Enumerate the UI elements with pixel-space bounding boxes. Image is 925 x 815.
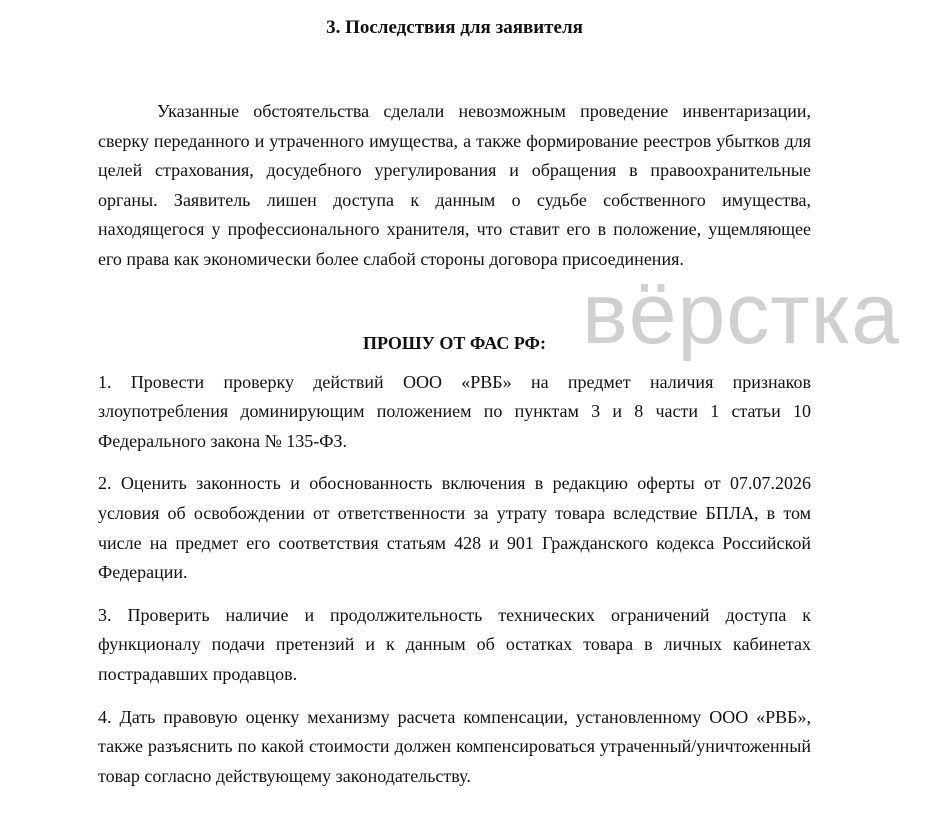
request-item-3: 3. Проверить наличие и продолжительность технических ограничений доступа к функционалу подачи претензий и к данным об остатках товара в личных кабинетах пострадавших продавцов. (98, 604, 811, 684)
section-title: 3. Последствия для заявителя (326, 17, 583, 38)
request-item-4: 4. Дать правовую оценку механизму расчета компенсации, установленному ООО «РВБ», также разъяснить по какой стоимости должен компенсироваться утраченный/уничтоженный товар согласно действующему законодательству. (98, 706, 811, 786)
intro-paragraph: Указанные обстоятельства сделали невозможным проведение инвентаризации, сверку переданного и утраченного имущества, а также формирование реестров убытков для целей страхования, досудебного урегулирования и обращения в правоохранительные органы. Заявитель лишен доступа к данным о судьбе собственного имущества, находящегося у профессионального хранителя, что ставит его в положение, ущемляющее его права как экономически более слабой стороны договора присоединения. (98, 101, 811, 269)
request-item-2: 2. Оценить законность и обоснованность включения в редакцию оферты от 07.07.2026 условия об освобождении от ответственности за утрату товара вследствие БПЛА, в том числе на предмет его соответствия статьям 428 и 901 Гражданского кодекса Российской Федерации. (98, 473, 811, 583)
watermark-logo: вёрстка (582, 266, 901, 362)
request-item-1: 1. Провести проверку действий ООО «РВБ» на предмет наличия признаков злоупотребления доминирующим положением по пунктам 3 и 8 части 1 статьи 10 Федерального закона № 135-ФЗ. (98, 371, 811, 451)
document-page (98, 0, 811, 791)
request-heading: ПРОШУ ОТ ФАС РФ: (363, 332, 546, 353)
